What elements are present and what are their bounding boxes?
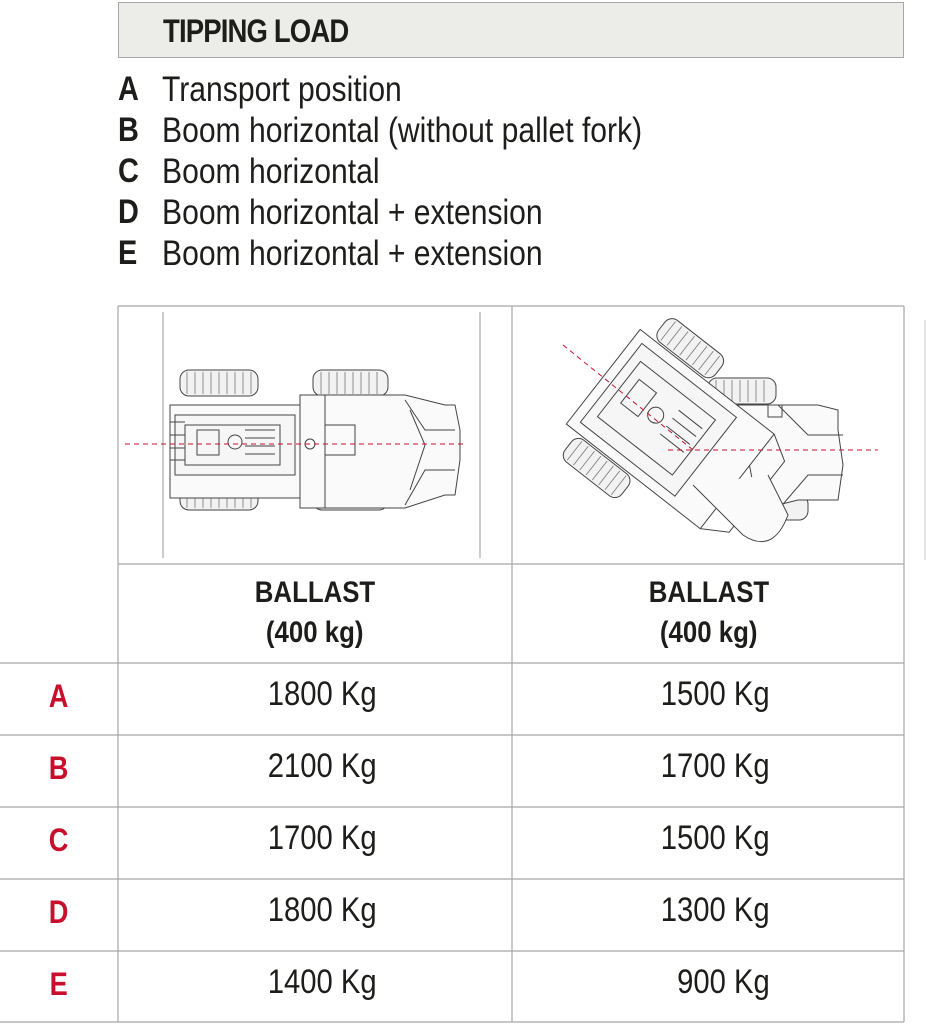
- legend-letter: B: [118, 111, 139, 149]
- legend-text: Boom horizontal: [162, 152, 380, 191]
- table-cell: 1500 Kg: [661, 819, 770, 857]
- column-header-2: [512, 573, 905, 653]
- table-cell: 1300 Kg: [661, 891, 770, 929]
- table-cell: 2100 Kg: [268, 747, 377, 785]
- row-label-d: D: [49, 894, 69, 930]
- table-cell: 1400 Kg: [268, 963, 377, 1001]
- legend-text: Boom horizontal + extension: [162, 234, 543, 273]
- legend-letter: E: [118, 234, 138, 272]
- legend-letter: C: [118, 152, 139, 190]
- row-label-e: E: [49, 966, 69, 1002]
- table-cell: 1700 Kg: [661, 747, 770, 785]
- table-cell: 900 Kg: [677, 963, 770, 1001]
- table-cell: 1800 Kg: [268, 675, 377, 713]
- column-header-line1: BALLAST: [648, 576, 769, 609]
- machine-articulated-icon: [518, 310, 898, 560]
- legend-text: Boom horizontal (without pallet fork): [162, 111, 643, 150]
- table-cell: 1700 Kg: [268, 819, 377, 857]
- table-cell: 1500 Kg: [661, 675, 770, 713]
- column-header-line1: BALLAST: [254, 576, 375, 609]
- row-label-a: A: [49, 678, 69, 714]
- machine-straight-icon: [125, 310, 505, 560]
- column-header-line2: (400 kg): [659, 616, 758, 649]
- column-header-line2: (400 kg): [265, 616, 364, 649]
- legend-letter: D: [118, 193, 139, 231]
- column-header-1: [118, 573, 511, 653]
- machine-top-view-straight: [125, 310, 505, 560]
- row-label-c: C: [49, 822, 69, 858]
- legend-text: Boom horizontal + extension: [162, 193, 543, 232]
- machine-top-view-articulated: [518, 310, 898, 560]
- row-label-b: B: [49, 750, 69, 786]
- legend-letter: A: [118, 70, 139, 108]
- legend-text: Transport position: [162, 70, 402, 109]
- table-cell: 1800 Kg: [268, 891, 377, 929]
- page-title: TIPPING LOAD: [163, 13, 349, 49]
